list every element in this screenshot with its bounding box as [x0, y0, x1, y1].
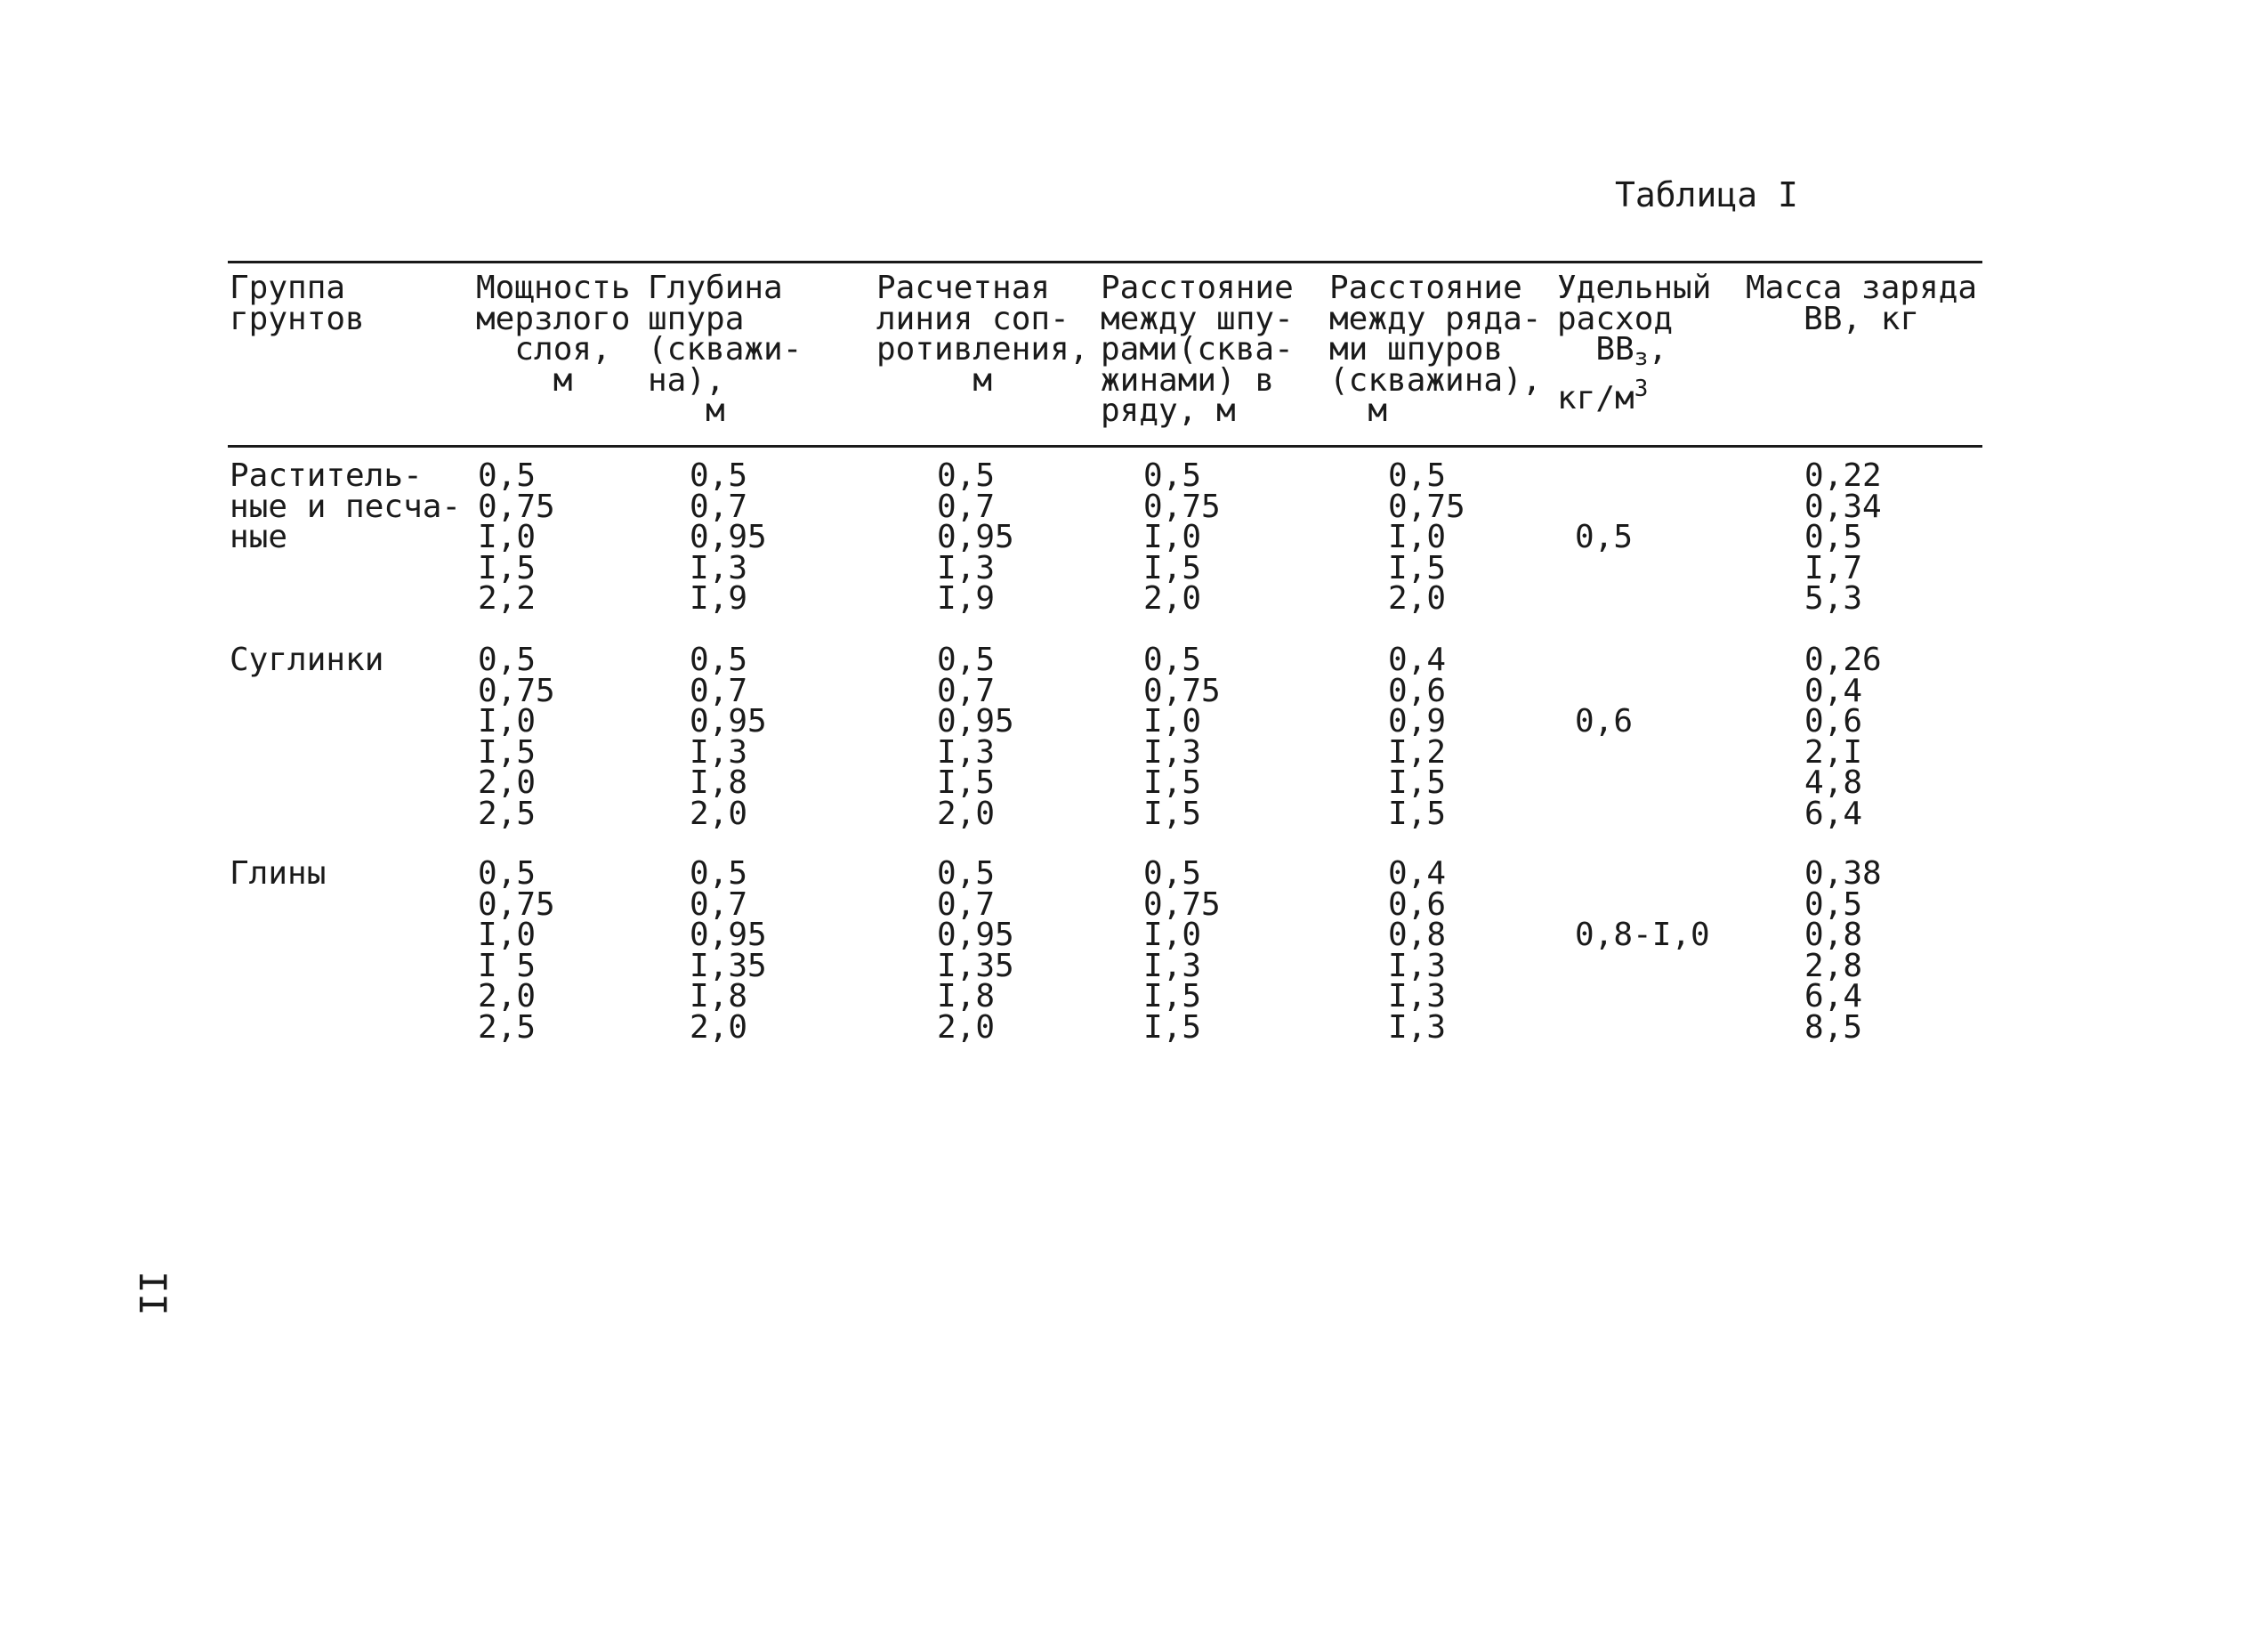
header-row-spacing: Расстояние между ряда- ми шпуров (скважина), м	[1329, 270, 1542, 429]
cell-group-name: Раститель- ные и песча- ные	[230, 457, 462, 555]
cell-row-spacing: I,2	[1388, 733, 1447, 771]
cell-spacing: I,3	[1143, 733, 1202, 771]
cell-row-spacing: I,5	[1388, 795, 1447, 832]
header-rate-unit: кг/м	[1557, 379, 1634, 416]
cell-spacing: I,0	[1143, 703, 1202, 740]
table-top-rule	[228, 261, 1982, 263]
cell-row-spacing: I,3	[1388, 1008, 1447, 1046]
cell-resist-line: I,3	[937, 733, 996, 771]
cell-depth: 0,95	[690, 917, 767, 953]
cell-spacing: 2,0	[1143, 580, 1202, 617]
cell-resist-line: 2,0	[937, 795, 996, 832]
header-rate-sub: з	[1634, 344, 1649, 371]
cell-spacing: I,5	[1143, 549, 1202, 586]
cell-thickness: 0,75	[478, 885, 555, 923]
cell-row-spacing: 0,4	[1388, 642, 1447, 678]
cell-resist-line: I,9	[937, 580, 996, 617]
cell-mass: 0,8	[1804, 917, 1863, 953]
cell-spacing: 0,75	[1143, 488, 1221, 525]
cell-spacing: I,0	[1143, 519, 1202, 555]
cell-spacing: I,5	[1143, 978, 1202, 1015]
cell-row-spacing-column	[1388, 457, 1465, 617]
cell-group-name: Суглинки	[230, 642, 384, 678]
header-spacing: Расстояние между шпу- рами(сква- жинами) в ряду, м	[1101, 270, 1294, 429]
cell-rate: 0,8-I,0	[1575, 917, 1710, 953]
cell-row-spacing: I,5	[1388, 764, 1447, 801]
cell-thickness: I,5	[478, 549, 537, 586]
cell-resist-line: 0,5	[937, 855, 996, 892]
cell-thickness: 0,75	[478, 488, 555, 525]
cell-resist-line: 0,7	[937, 885, 996, 923]
cell-resist-line-column	[937, 642, 1014, 832]
cell-thickness: 2,2	[478, 580, 537, 617]
cell-mass: 6,4	[1804, 978, 1863, 1015]
cell-spacing-column	[1143, 642, 1221, 832]
cell-mass-column	[1804, 855, 1882, 1046]
cell-resist-line: I,8	[937, 978, 996, 1015]
cell-mass: 8,5	[1804, 1008, 1863, 1046]
cell-resist-line: 0,95	[937, 917, 1014, 953]
cell-thickness: 0,5	[478, 457, 537, 494]
header-rate-main: Удельный расход ВВ	[1557, 270, 1712, 368]
cell-mass: 0,34	[1804, 488, 1882, 525]
cell-resist-line: 0,7	[937, 672, 996, 709]
cell-depth-column	[690, 642, 767, 832]
cell-thickness: I,5	[478, 733, 537, 771]
cell-depth: I,35	[690, 947, 767, 984]
cell-thickness-column	[478, 855, 555, 1046]
cell-resist-line: 0,95	[937, 519, 1014, 555]
cell-row-spacing: I,3	[1388, 978, 1447, 1015]
cell-depth: 0,5	[690, 642, 748, 678]
cell-mass: 2,8	[1804, 947, 1863, 984]
cell-spacing: 0,75	[1143, 885, 1221, 923]
cell-depth: 0,7	[690, 885, 748, 923]
cell-spacing-column	[1143, 855, 1221, 1046]
cell-thickness: 2,5	[478, 795, 537, 832]
cell-depth: 2,0	[690, 795, 748, 832]
cell-thickness: I,0	[478, 917, 537, 953]
cell-thickness: 2,0	[478, 978, 537, 1015]
cell-row-spacing: 0,4	[1388, 855, 1447, 892]
header-rate	[1557, 270, 1712, 416]
cell-thickness: 0,75	[478, 672, 555, 709]
cell-resist-line: 0,95	[937, 703, 1014, 740]
cell-thickness-column	[478, 457, 555, 617]
cell-mass: 5,3	[1804, 580, 1863, 617]
header-depth: Глубина шпура (скважи- на), м	[648, 270, 803, 429]
cell-mass: 0,5	[1804, 519, 1863, 555]
cell-row-spacing: 0,6	[1388, 885, 1447, 923]
cell-mass-column	[1804, 457, 1882, 617]
cell-depth: 0,95	[690, 703, 767, 740]
header-thickness: Мощность мерзлого слоя, м	[476, 270, 631, 399]
table-header-rule	[228, 445, 1982, 448]
cell-spacing: 0,5	[1143, 642, 1202, 678]
cell-spacing: I,5	[1143, 1008, 1202, 1046]
cell-mass: 2,I	[1804, 733, 1863, 771]
cell-row-spacing: 0,6	[1388, 672, 1447, 709]
cell-row-spacing: I,0	[1388, 519, 1447, 555]
cell-depth: I,9	[690, 580, 748, 617]
cell-mass: 0,22	[1804, 457, 1882, 494]
header-group: Группа грунтов	[230, 270, 365, 337]
cell-resist-line: I,5	[937, 764, 996, 801]
cell-resist-line: 0,5	[937, 457, 996, 494]
cell-depth: 2,0	[690, 1008, 748, 1046]
cell-resist-line-column	[937, 457, 1014, 617]
cell-mass: 4,8	[1804, 764, 1863, 801]
cell-row-spacing: 0,75	[1388, 488, 1465, 525]
cell-spacing: I,3	[1143, 947, 1202, 984]
cell-resist-line: I,3	[937, 549, 996, 586]
cell-mass: I,7	[1804, 549, 1863, 586]
table-caption: Таблица I	[1615, 175, 1798, 214]
cell-depth: 0,7	[690, 488, 748, 525]
cell-rate: 0,6	[1575, 703, 1634, 740]
cell-thickness: I 5	[478, 947, 537, 984]
cell-resist-line-column	[937, 855, 1014, 1046]
cell-row-spacing: 0,5	[1388, 457, 1447, 494]
cell-resist-line: I,35	[937, 947, 1014, 984]
cell-mass: 0,5	[1804, 885, 1863, 923]
cell-depth: I,8	[690, 764, 748, 801]
cell-spacing: 0,5	[1143, 855, 1202, 892]
cell-row-spacing: I,5	[1388, 549, 1447, 586]
cell-depth: I,3	[690, 549, 748, 586]
cell-depth-column	[690, 855, 767, 1046]
cell-row-spacing-column	[1388, 642, 1447, 832]
cell-resist-line: 2,0	[937, 1008, 996, 1046]
header-resist-line: Расчетная линия соп- ротивления, м	[876, 270, 1089, 399]
cell-rate: 0,5	[1575, 519, 1634, 555]
cell-mass: 0,26	[1804, 642, 1882, 678]
cell-spacing: I,0	[1143, 917, 1202, 953]
cell-mass: 0,38	[1804, 855, 1882, 892]
cell-depth: 0,7	[690, 672, 748, 709]
cell-thickness: 2,5	[478, 1008, 537, 1046]
cell-spacing: I,5	[1143, 764, 1202, 801]
cell-depth: I,3	[690, 733, 748, 771]
cell-depth-column	[690, 457, 767, 617]
header-mass: Масса заряда ВВ, кг	[1746, 270, 1978, 337]
cell-depth: 0,5	[690, 457, 748, 494]
cell-depth: 0,5	[690, 855, 748, 892]
page-number: II	[131, 1271, 174, 1316]
cell-spacing: I,5	[1143, 795, 1202, 832]
cell-row-spacing: I,3	[1388, 947, 1447, 984]
cell-thickness: 0,5	[478, 642, 537, 678]
cell-spacing-column	[1143, 457, 1221, 617]
cell-row-spacing: 0,8	[1388, 917, 1447, 953]
cell-thickness: 0,5	[478, 855, 537, 892]
cell-spacing: 0,5	[1143, 457, 1202, 494]
cell-group-name: Глины	[230, 855, 327, 892]
cell-row-spacing-column	[1388, 855, 1447, 1046]
cell-depth: 0,95	[690, 519, 767, 555]
cell-thickness: 2,0	[478, 764, 537, 801]
cell-row-spacing: 2,0	[1388, 580, 1447, 617]
cell-thickness: I,0	[478, 703, 537, 740]
header-rate-sup: 3	[1634, 375, 1649, 402]
cell-row-spacing: 0,9	[1388, 703, 1447, 740]
cell-spacing: 0,75	[1143, 672, 1221, 709]
header-rate-comma: ,	[1648, 331, 1668, 368]
cell-mass: 0,4	[1804, 672, 1863, 709]
cell-thickness-column	[478, 642, 555, 832]
cell-mass: 6,4	[1804, 795, 1863, 832]
cell-mass-column	[1804, 642, 1882, 832]
cell-resist-line: 0,5	[937, 642, 996, 678]
cell-resist-line: 0,7	[937, 488, 996, 525]
cell-depth: I,8	[690, 978, 748, 1015]
cell-mass: 0,6	[1804, 703, 1863, 740]
cell-thickness: I,0	[478, 519, 537, 555]
